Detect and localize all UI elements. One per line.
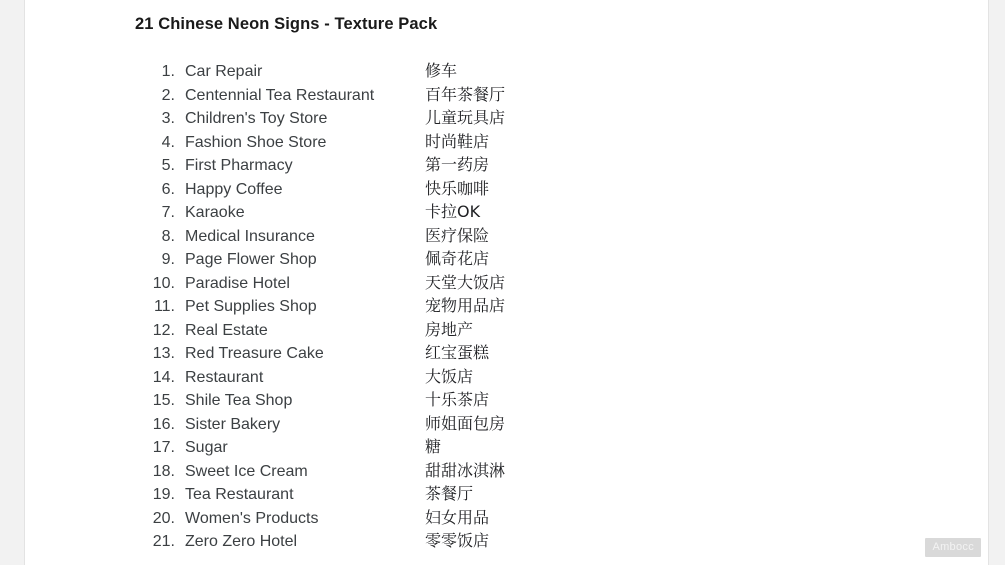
list-item-number: 5.	[161, 157, 175, 174]
list-item	[135, 223, 695, 247]
list-item-number: 15.	[152, 392, 175, 409]
list-item-english: Medical Insurance	[185, 227, 315, 245]
page-title: 21 Chinese Neon Signs - Texture Pack	[135, 15, 438, 33]
list-item	[135, 82, 695, 106]
list-item	[135, 129, 695, 153]
list-item-number: 21.	[152, 533, 175, 550]
list-item-chinese: 妇女用品	[425, 507, 490, 527]
list-item-chinese: 儿童玩具店	[425, 108, 506, 127]
list-item-english: First Pharmacy	[185, 157, 293, 174]
list-item	[135, 505, 695, 529]
list-item-number: 4.	[161, 133, 175, 151]
watermark-label: Ambocc	[925, 538, 981, 557]
list-item	[135, 528, 695, 552]
list-item-english: Pet Supplies Shop	[185, 298, 317, 315]
list-item-chinese: 医疗保险	[425, 225, 490, 245]
list-item-chinese: 房地产	[425, 319, 474, 339]
list-item	[135, 105, 695, 129]
list-item	[135, 364, 695, 388]
list-item-english: Karaoke	[185, 204, 245, 221]
list-item-english: Car Repair	[185, 63, 263, 80]
list-item-number: 14.	[152, 368, 175, 386]
list-item-english: Fashion Shoe Store	[185, 133, 327, 151]
list-item-english: Shile Tea Shop	[185, 392, 293, 409]
list-item-chinese: 红宝蛋糕	[425, 343, 490, 362]
list-item-english: Restaurant	[185, 368, 264, 386]
list-item-english: Sister Bakery	[185, 415, 281, 433]
list-item-english: Zero Zero Hotel	[185, 533, 298, 550]
list-item-english: Red Treasure Cake	[185, 345, 324, 362]
list-item	[135, 458, 695, 482]
list-item-number: 9.	[161, 251, 175, 268]
page-right-margin	[988, 0, 1005, 565]
list-item-chinese: 零零饭店	[425, 531, 490, 550]
list-item-english: Sugar	[185, 439, 228, 456]
list-item-english: Children's Toy Store	[185, 110, 328, 127]
list-item-chinese: 时尚鞋店	[425, 131, 490, 151]
list-item	[135, 152, 695, 176]
list-item-chinese: 大饭店	[425, 366, 474, 386]
list-item-chinese: 甜甜冰淇淋	[425, 460, 506, 480]
list-item	[135, 481, 695, 505]
list-item	[135, 199, 695, 223]
list-item-english: Sweet Ice Cream	[185, 462, 308, 480]
list-item-english: Real Estate	[185, 321, 268, 339]
list-item-number: 8.	[161, 227, 175, 245]
list-item-number: 13.	[152, 345, 175, 362]
list-item-number: 16.	[152, 415, 175, 433]
list-item-english: Centennial Tea Restaurant	[185, 86, 375, 104]
list-item-number: 1.	[161, 63, 175, 80]
list-item-chinese: 天堂大饭店	[425, 272, 506, 292]
list-item-chinese: 第一药房	[425, 155, 490, 174]
list-item-number: 11.	[153, 298, 175, 315]
list-item-chinese: 糖	[425, 437, 442, 456]
list-item-number: 6.	[161, 180, 175, 198]
list-item-chinese: 卡拉OK	[425, 202, 481, 221]
list-item	[135, 270, 695, 294]
list-item-number: 2.	[161, 86, 175, 104]
list-item-number: 19.	[152, 486, 175, 503]
list-item-number: 12.	[152, 321, 175, 339]
list-item-chinese: 师姐面包房	[425, 413, 506, 433]
list-item-number: 20.	[152, 509, 175, 527]
list-item-chinese: 茶餐厅	[425, 484, 474, 503]
list-item-english: Tea Restaurant	[185, 486, 294, 503]
list-item-number: 10.	[152, 274, 175, 292]
list-item-english: Page Flower Shop	[185, 251, 317, 268]
list-item-english: Happy Coffee	[185, 180, 283, 198]
list-item	[135, 58, 695, 82]
list-item	[135, 317, 695, 341]
list-item-english: Women's Products	[185, 509, 319, 527]
list-item-chinese: 百年茶餐厅	[425, 84, 506, 104]
list-item-english: Paradise Hotel	[185, 274, 290, 292]
list-item-chinese: 修车	[425, 61, 458, 80]
list-item-chinese: 十乐茶店	[425, 390, 490, 409]
list-item	[135, 387, 695, 411]
list-item	[135, 176, 695, 200]
list-item-chinese: 宠物用品店	[425, 296, 506, 315]
list-item	[135, 434, 695, 458]
page-left-margin	[0, 0, 25, 565]
list-item	[135, 411, 695, 435]
list-item	[135, 293, 695, 317]
list-item-number: 18.	[152, 462, 175, 480]
list-item-number: 3.	[161, 110, 175, 127]
list-item	[135, 340, 695, 364]
list-item-number: 7.	[161, 204, 175, 221]
list-item	[135, 246, 695, 270]
list-item-chinese: 快乐咖啡	[425, 178, 490, 198]
neon-sign-list	[135, 58, 695, 552]
list-item-number: 17.	[152, 439, 175, 456]
list-item-chinese: 佩奇花店	[425, 249, 490, 268]
